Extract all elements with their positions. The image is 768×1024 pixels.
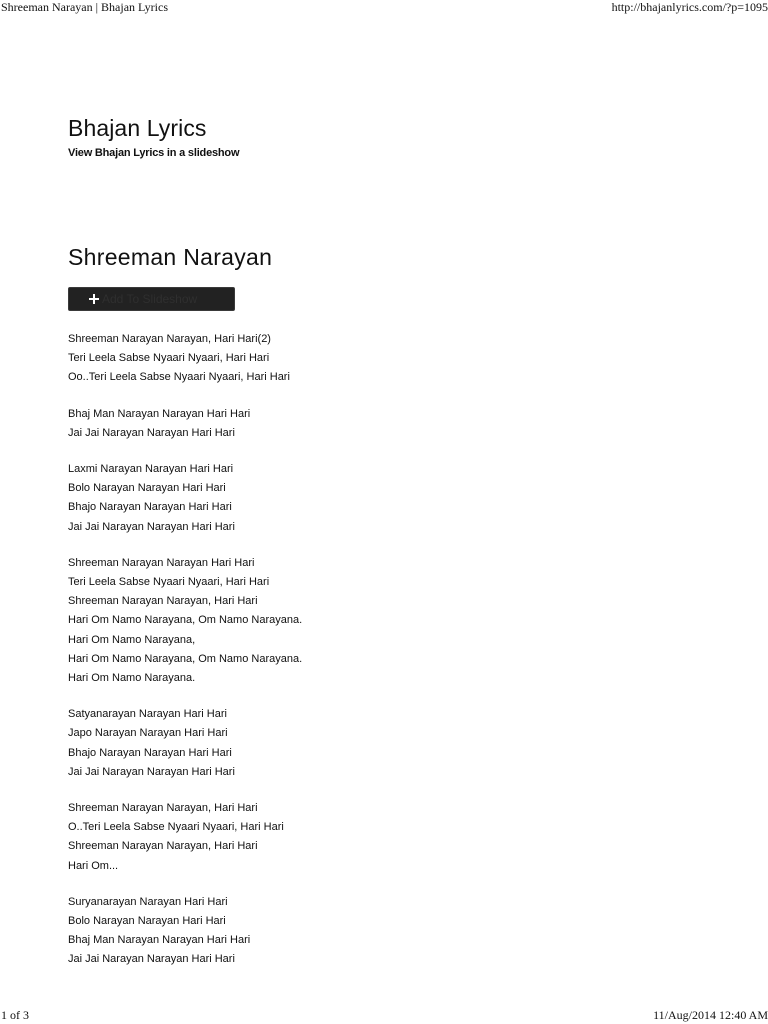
print-page-title: Shreeman Narayan | Bhajan Lyrics [1, 0, 169, 14]
print-url: http://bhajanlyrics.com/?p=1095 [611, 0, 768, 14]
print-header [0, 0, 768, 16]
lyrics-line: Hari Om Namo Narayana, Om Namo Narayana. [68, 614, 303, 627]
site-description: View Bhajan Lyrics in a slideshow [68, 147, 240, 159]
lyrics-line: Oo..Teri Leela Sabse Nyaari Nyaari, Hari Hari [68, 371, 290, 384]
lyrics-line: Hari Om Namo Narayana, [68, 633, 196, 646]
post-title: Shreeman Narayan [68, 244, 273, 270]
lyrics-line: Bhaj Man Narayan Narayan Hari Hari [68, 407, 251, 420]
lyrics-line: Suryanarayan Narayan Hari Hari [68, 895, 228, 908]
lyrics-line: Bhajo Narayan Narayan Hari Hari [68, 501, 232, 514]
print-footer [0, 1006, 768, 1024]
lyrics-body [68, 330, 708, 987]
lyrics-line: Shreeman Narayan Narayan, Hari Hari(2) [68, 333, 271, 345]
lyrics-line: Shreeman Narayan Narayan, Hari Hari [68, 802, 258, 815]
lyrics-stanza [68, 554, 708, 688]
site-title[interactable]: Bhajan Lyrics [68, 115, 207, 141]
lyrics-line: Japo Narayan Narayan Hari Hari [68, 727, 228, 740]
lyrics-line: Jai Jai Narayan Narayan Hari Hari [68, 520, 235, 533]
lyrics-line: Satyanarayan Narayan Hari Hari [68, 708, 227, 721]
lyrics-line: Jai Jai Narayan Narayan Hari Hari [68, 765, 235, 778]
lyrics-line: Bolo Narayan Narayan Hari Hari [68, 915, 226, 928]
lyrics-stanza [68, 330, 708, 388]
lyrics-line: Shreeman Narayan Narayan, Hari Hari [68, 840, 258, 853]
lyrics-line: Hari Om Namo Narayana. [68, 672, 196, 685]
lyrics-stanza [68, 705, 708, 782]
lyrics-stanza [68, 405, 708, 443]
lyrics-stanza [68, 460, 708, 537]
lyrics-line: O..Teri Leela Sabse Nyaari Nyaari, Hari Hari [68, 821, 284, 834]
lyrics-line: Jai Jai Narayan Narayan Hari Hari [68, 426, 235, 439]
lyrics-line: Jai Jai Narayan Narayan Hari Hari [68, 953, 235, 966]
lyrics-line: Hari Om... [68, 859, 119, 872]
lyrics-stanza [68, 893, 708, 970]
plus-icon [89, 294, 99, 304]
lyrics-line: Bhajo Narayan Narayan Hari Hari [68, 746, 232, 759]
lyrics-line: Shreeman Narayan Narayan Hari Hari [68, 556, 255, 569]
lyrics-stanza [68, 799, 708, 876]
lyrics-line: Shreeman Narayan Narayan, Hari Hari [68, 595, 258, 608]
lyrics-line: Hari Om Namo Narayana, Om Namo Narayana. [68, 652, 303, 665]
add-to-slideshow-button[interactable] [68, 287, 235, 311]
print-timestamp: 11/Aug/2014 12:40 AM [653, 1008, 768, 1022]
lyrics-line: Teri Leela Sabse Nyaari Nyaari, Hari Hari [68, 576, 270, 589]
lyrics-line: Bhaj Man Narayan Narayan Hari Hari [68, 934, 251, 947]
add-to-slideshow-label: Add To Slideshow [102, 292, 198, 306]
page-number: 1 of 3 [1, 1008, 29, 1022]
lyrics-line: Bolo Narayan Narayan Hari Hari [68, 482, 226, 495]
lyrics-line: Laxmi Narayan Narayan Hari Hari [68, 463, 234, 476]
lyrics-line: Teri Leela Sabse Nyaari Nyaari, Hari Hari [68, 352, 270, 365]
